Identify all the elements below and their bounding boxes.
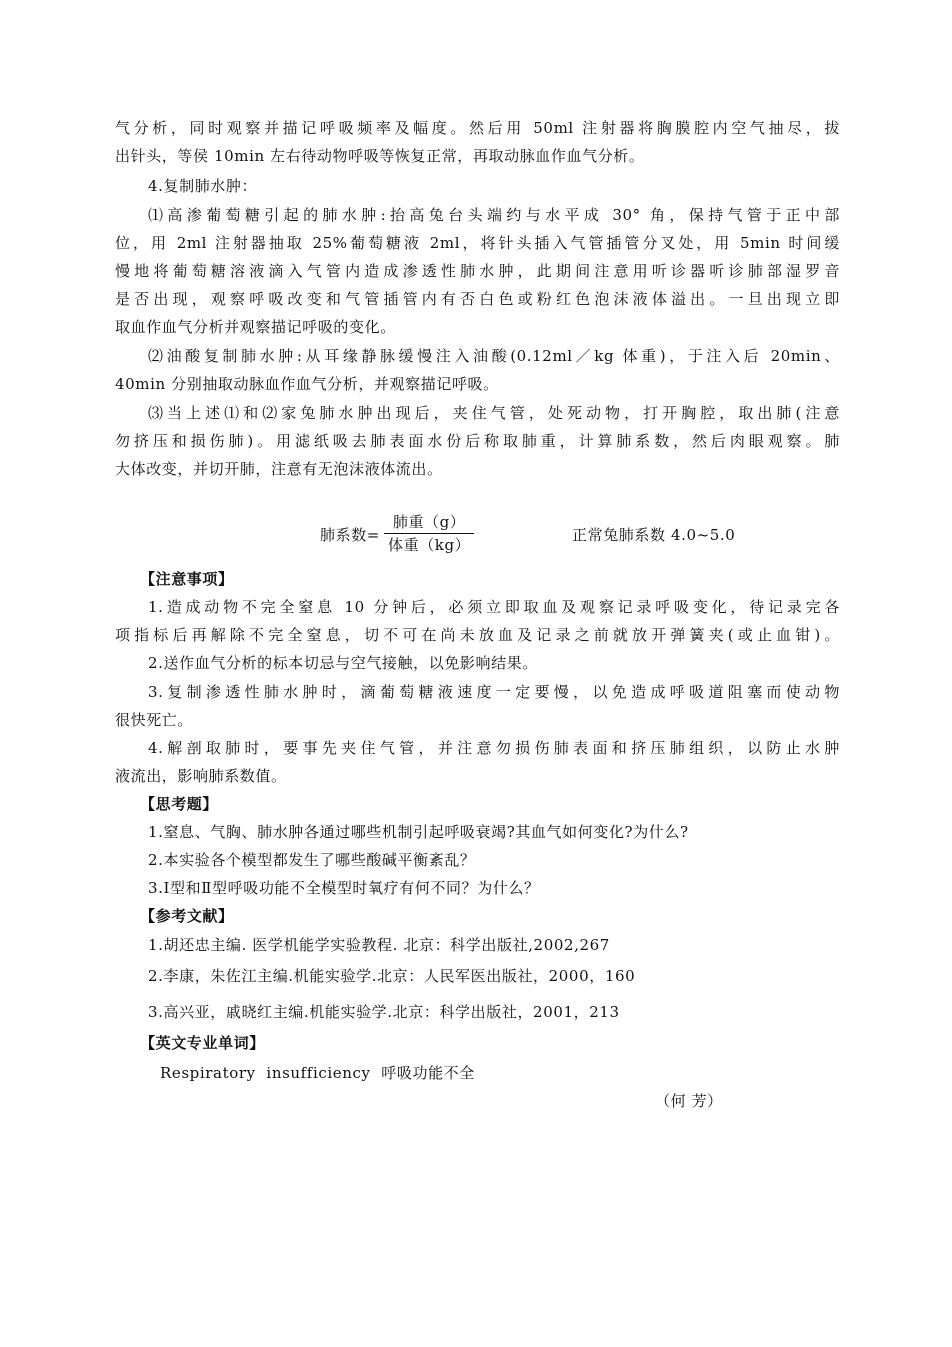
body-line: 40min 分别抽取动脉血作血气分析，并观察描记呼吸。: [115, 375, 499, 393]
body-line: 位，用 2ml 注射器抽取 25%葡萄糖液 2ml，将针头插入气管插管分叉处，用 5min 时间缓: [115, 234, 840, 252]
lung-coefficient-formula: [320, 512, 780, 558]
reference-line: 2.李康，朱佐江主编.机能实验学.北京：人民军医出版社，2000，160: [148, 967, 636, 985]
reference-line: 1.胡还忠主编. 医学机能学实验教程. 北京：科学出版社,2002,267: [148, 936, 610, 954]
body-line: 是否出现，观察呼吸改变和气管插管内有否白色或粉红色泡沫液体溢出。一旦出现立即: [115, 290, 840, 308]
note-line: 很快死亡。: [115, 711, 194, 729]
formula-fraction: [384, 512, 474, 555]
formula-label: 肺系数=: [320, 526, 380, 544]
body-line: 大体改变，并切开肺，注意有无泡沫液体流出。: [115, 460, 443, 478]
fraction-bar: [384, 533, 474, 534]
section-title: 4.复制肺水肿：: [148, 177, 258, 195]
note-line: 1.造成动物不完全窒息 10 分钟后，必须立即取血及观察记录呼吸变化，待记录完各: [148, 598, 840, 616]
questions-heading: 【思考题】: [140, 795, 219, 813]
body-line: ⑵油酸复制肺水肿:从耳缘静脉缓慢注入油酸(0.12ml／kg 体重)，于注入后 20min、: [148, 347, 840, 365]
note-line: 3.复制渗透性肺水肿时，滴葡萄糖液速度一定要慢，以免造成呼吸道阻塞而使动物: [148, 683, 840, 701]
body-line: 出针头，等侯 10min 左右待动物呼吸等恢复正常，再取动脉血作血气分析。: [115, 147, 645, 165]
note-line: 4.解剖取肺时，要事先夹住气管，并注意勿损伤肺表面和挤压肺组织，以防止水肿: [148, 739, 840, 757]
formula-denominator: 体重（kg）: [388, 536, 471, 554]
notes-heading: 【注意事项】: [140, 570, 234, 588]
body-line: 气分析，同时观察并描记呼吸频率及幅度。然后用 50ml 注射器将胸膜腔内空气抽尽，拔: [115, 119, 840, 137]
vocab-line: Respiratory insufficiency 呼吸功能不全: [160, 1064, 475, 1082]
formula-numerator: 肺重（g）: [392, 513, 466, 531]
body-line: ⑴高渗葡萄糖引起的肺水肿:抬高兔台头端约与水平成 30° 角，保持气管于正中部: [148, 206, 840, 224]
author-signature: （何 芳）: [655, 1092, 723, 1110]
normal-range: 正常兔肺系数 4.0~5.0: [572, 526, 736, 544]
body-line: 勿挤压和损伤肺)。用滤纸吸去肺表面水份后称取肺重，计算肺系数，然后肉眼观察。肺: [115, 432, 840, 450]
question-line: 1.窒息、气胸、肺水肿各通过哪些机制引起呼吸衰竭?其血气如何变化?为什么?: [148, 823, 689, 841]
body-line: 取血作血气分析并观察描记呼吸的变化。: [115, 318, 396, 336]
note-line: 液流出，影响肺系数值。: [115, 767, 287, 785]
note-line: 2.送作血气分析的标本切忌与空气接触，以免影响结果。: [148, 654, 538, 672]
reference-line: 3.高兴亚，戚晓红主编.机能实验学.北京：科学出版社，2001，213: [148, 1003, 620, 1021]
note-line: 项指标后再解除不完全窒息，切不可在尚未放血及记录之前就放开弹簧夹(或止血钳)。: [115, 626, 840, 644]
body-line: ⑶当上述⑴和⑵家兔肺水肿出现后，夹住气管，处死动物，打开胸腔，取出肺(注意: [148, 404, 840, 422]
question-line: 3.Ⅰ型和Ⅱ型呼吸功能不全模型时氧疗有何不同？为什么？: [148, 879, 540, 897]
body-line: 慢地将葡萄糖溶液滴入气管内造成渗透性肺水肿，此期间注意用听诊器听诊肺部湿罗音: [115, 262, 840, 280]
vocab-heading: 【英文专业单词】: [140, 1034, 265, 1052]
question-line: 2.本实验各个模型都发生了哪些酸碱平衡紊乱？: [148, 851, 476, 869]
references-heading: 【参考文献】: [140, 907, 234, 925]
